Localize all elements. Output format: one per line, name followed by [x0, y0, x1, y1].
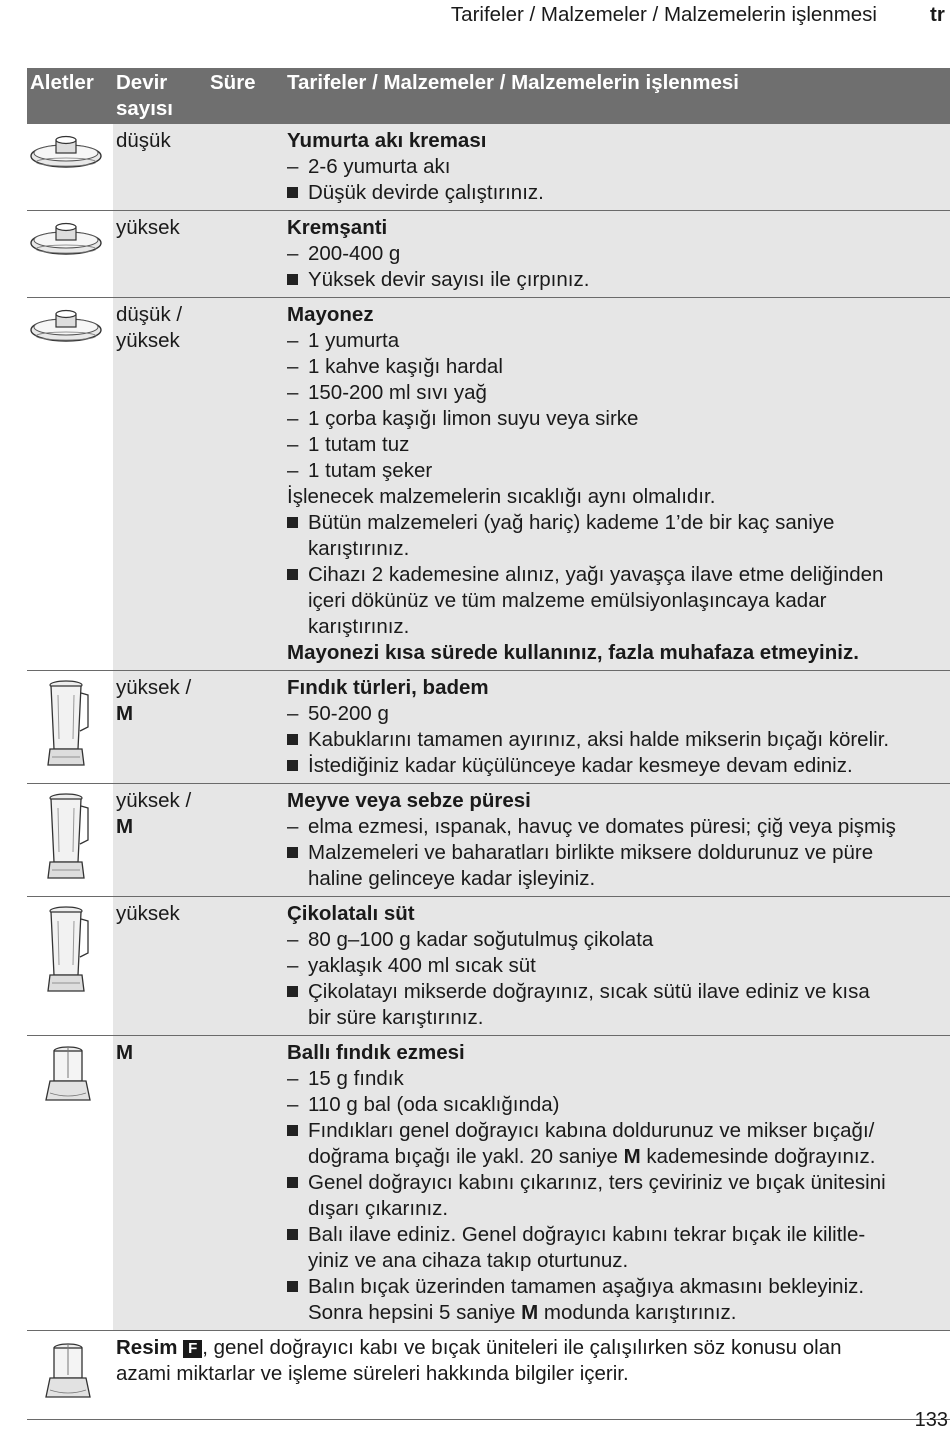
speed-value: düşük: [116, 129, 171, 152]
line-text: 1 yumurta: [308, 329, 400, 352]
continuation-line: [287, 588, 948, 614]
note-text: [113, 1331, 950, 1420]
dash-marker: –: [287, 433, 299, 456]
ingredient-line: [287, 458, 948, 484]
dash-marker: –: [287, 381, 299, 404]
blender-jug-icon: [30, 905, 111, 997]
time-cell: [207, 211, 284, 298]
speed-cell: [113, 124, 207, 211]
line-text: doğrama bıçağı ile yakl. 20 saniye: [308, 1145, 618, 1168]
line-text: yaklaşık 400 ml sıcak süt: [308, 954, 536, 977]
table-row: [27, 1036, 950, 1331]
instruction-line: [287, 510, 948, 536]
ingredient-line: [287, 432, 948, 458]
line-text: Genel doğrayıcı kabını çıkarınız, ters çeviriniz ve bıçak ünitesini: [308, 1171, 886, 1194]
speed-cell: [113, 211, 207, 298]
recipe-title: Fındık türleri, badem: [287, 676, 489, 699]
line-text: 200-400 g: [308, 242, 401, 265]
page-number: 133: [914, 1409, 948, 1431]
square-bullet-icon: [287, 727, 308, 753]
line-text: yiniz ve ana cihaza takıp oturtunuz.: [308, 1249, 629, 1272]
line-text: 15 g fındık: [308, 1067, 404, 1090]
figure-letter-badge: F: [183, 1340, 202, 1358]
line-text: Bütün malzemeleri (yağ hariç) kademe 1’de bir kaç saniye: [308, 511, 835, 534]
ingredient-line: [287, 1066, 948, 1092]
square-bullet-icon: [287, 979, 308, 1005]
line-text: Balı ilave ediniz. Genel doğrayıcı kabını tekrar bıçak ile kilitle-: [308, 1223, 866, 1246]
line-text: 1 tutam tuz: [308, 433, 410, 456]
line-text: Yüksek devir sayısı ile çırpınız.: [308, 268, 590, 291]
dash-marker: –: [287, 1093, 299, 1116]
header-time: Süre: [207, 68, 284, 124]
time-cell: [207, 298, 284, 671]
tool-cell: [27, 1036, 113, 1331]
tool-cell: [27, 784, 113, 897]
mode-label: M: [623, 1145, 641, 1168]
line-text: 1 tutam şeker: [308, 459, 433, 482]
ingredient-line: [287, 328, 948, 354]
square-bullet-icon: [287, 267, 308, 293]
table-row: [27, 298, 950, 671]
ingredient-line: [287, 927, 948, 953]
instruction-line: [287, 267, 948, 293]
continuation-line: [287, 1005, 948, 1031]
running-title: Tarifeler / Malzemeler / Malzemelerin işlenmesi: [450, 3, 877, 26]
recipe-cell: [284, 211, 950, 298]
speed-value: M: [116, 815, 134, 838]
ingredient-line: [287, 241, 948, 267]
ingredient-line: [287, 406, 948, 432]
recipe-cell: [284, 124, 950, 211]
tool-cell: [27, 1331, 113, 1420]
table-row: [27, 124, 950, 211]
line-text: 1 kahve kaşığı hardal: [308, 355, 503, 378]
instruction-line: [287, 1274, 948, 1300]
ingredient-line: [287, 953, 948, 979]
line-text-after: kademesinde doğrayınız.: [640, 1145, 876, 1168]
note-line2: azami miktarlar ve işleme süreleri hakkında bilgiler içerir.: [116, 1362, 629, 1385]
speed-value: yüksek /: [116, 789, 192, 812]
tool-cell: [27, 298, 113, 671]
line-text: 150-200 ml sıvı yağ: [308, 381, 487, 404]
ingredient-line: [287, 380, 948, 406]
speed-value: yüksek: [116, 902, 180, 925]
speed-cell: [113, 897, 207, 1036]
note-line: [287, 484, 948, 510]
header-speed-line1: Devir: [116, 71, 168, 94]
line-text: haline gelinceye kadar işleyiniz.: [308, 867, 596, 890]
line-text: Düşük devirde çalıştırınız.: [308, 181, 544, 204]
continuation-line: [287, 614, 948, 640]
instruction-line: [287, 753, 948, 779]
line-text: 110 g bal (oda sıcaklığında): [308, 1093, 560, 1116]
note-line1: , genel doğrayıcı kabı ve bıçak üniteleri ile çalışılırken söz konusu olan: [202, 1336, 842, 1359]
continuation-line: [287, 1300, 948, 1326]
tool-cell: [27, 124, 113, 211]
time-cell: [207, 897, 284, 1036]
line-text: Sonra hepsini 5 saniye: [308, 1301, 516, 1324]
line-text: karıştırınız.: [308, 615, 410, 638]
tool-cell: [27, 211, 113, 298]
square-bullet-icon: [287, 1118, 308, 1144]
dash-marker: –: [287, 155, 299, 178]
whisk-disc-icon: [30, 132, 111, 172]
dash-marker: –: [287, 954, 299, 977]
ingredient-line: [287, 814, 948, 840]
table-row: [27, 671, 950, 784]
header-tools: Aletler: [27, 68, 113, 124]
ingredient-line: [287, 354, 948, 380]
instruction-line: [287, 1222, 948, 1248]
time-cell: [207, 671, 284, 784]
time-cell: [207, 124, 284, 211]
speed-cell: [113, 298, 207, 671]
whisk-disc-icon: [30, 219, 111, 259]
chopper-bowl-icon: [30, 1341, 111, 1401]
speed-value: M: [116, 702, 134, 725]
table-header-row: [27, 68, 950, 124]
dash-marker: –: [287, 242, 299, 265]
speed-value: yüksek /: [116, 676, 192, 699]
line-text: içeri dökünüz ve tüm malzeme emülsiyonlaşıncaya kadar: [308, 589, 827, 612]
speed-cell: [113, 784, 207, 897]
line-text: 2-6 yumurta akı: [308, 155, 451, 178]
line-text-after: modunda karıştırınız.: [538, 1301, 737, 1324]
recipe-cell: [284, 897, 950, 1036]
ingredient-line: [287, 701, 948, 727]
line-text: Balın bıçak üzerinden tamamen aşağıya akmasını bekleyiniz.: [308, 1275, 865, 1298]
instruction-line: [287, 727, 948, 753]
speed-cell: [113, 671, 207, 784]
blender-jug-icon: [30, 679, 111, 771]
instruction-line: [287, 840, 948, 866]
speed-value: yüksek: [116, 329, 180, 352]
whisk-disc-icon: [30, 306, 111, 346]
recipe-title: Mayonez: [287, 303, 374, 326]
instruction-line: [287, 979, 948, 1005]
line-text: dışarı çıkarınız.: [308, 1197, 449, 1220]
note-row: [27, 1331, 950, 1420]
dash-marker: –: [287, 355, 299, 378]
continuation-line: [287, 1144, 948, 1170]
line-text: bir süre karıştırınız.: [308, 1006, 484, 1029]
dash-marker: –: [287, 815, 299, 838]
running-header: [0, 3, 950, 33]
table-row: [27, 211, 950, 298]
recipe-title: Ballı fındık ezmesi: [287, 1041, 465, 1064]
continuation-line: [287, 1248, 948, 1274]
continuation-line: [287, 866, 948, 892]
mode-label: M: [521, 1301, 539, 1324]
square-bullet-icon: [287, 180, 308, 206]
ingredient-line: [287, 1092, 948, 1118]
line-text: karıştırınız.: [308, 537, 410, 560]
header-recipes: Tarifeler / Malzemeler / Malzemelerin işlenmesi: [284, 68, 950, 124]
square-bullet-icon: [287, 1222, 308, 1248]
line-text: elma ezmesi, ıspanak, havuç ve domates püresi; çiğ veya pişmiş: [308, 815, 896, 838]
recipe-title: Kremşanti: [287, 216, 388, 239]
line-text: Cihazı 2 kademesine alınız, yağı yavaşça ilave etme deliğinden: [308, 563, 884, 586]
line-text: İstediğiniz kadar küçülünceye kadar kesmeye devam ediniz.: [308, 754, 853, 777]
line-text: Mayonezi kısa sürede kullanınız, fazla muhafaza etmeyiniz.: [287, 641, 859, 664]
line-text: Malzemeleri ve baharatları birlikte miksere doldurunuz ve püre: [308, 841, 874, 864]
time-cell: [207, 784, 284, 897]
speed-value: yüksek: [116, 216, 180, 239]
recipe-title: Çikolatalı süt: [287, 902, 415, 925]
blender-jug-icon: [30, 792, 111, 884]
ingredient-line: [287, 154, 948, 180]
dash-marker: –: [287, 329, 299, 352]
continuation-line: [287, 1196, 948, 1222]
continuation-line: [287, 536, 948, 562]
instruction-line: [287, 1170, 948, 1196]
line-text: Fındıkları genel doğrayıcı kabına doldurunuz ve mikser bıçağı/: [308, 1119, 875, 1142]
recipe-title: Yumurta akı kreması: [287, 129, 487, 152]
header-speed: [113, 68, 207, 124]
recipe-cell: [284, 784, 950, 897]
table-row: [27, 784, 950, 897]
tool-cell: [27, 897, 113, 1036]
square-bullet-icon: [287, 510, 308, 536]
speed-cell: [113, 1036, 207, 1331]
table-row: [27, 897, 950, 1036]
language-tag: tr: [930, 3, 945, 26]
line-text: 1 çorba kaşığı limon suyu veya sirke: [308, 407, 639, 430]
line-text: Kabuklarını tamamen ayırınız, aksi halde mikserin bıçağı körelir.: [308, 728, 890, 751]
time-cell: [207, 1036, 284, 1331]
line-text: 80 g–100 g kadar soğutulmuş çikolata: [308, 928, 654, 951]
square-bullet-icon: [287, 1170, 308, 1196]
square-bullet-icon: [287, 753, 308, 779]
dash-marker: –: [287, 407, 299, 430]
dash-marker: –: [287, 459, 299, 482]
square-bullet-icon: [287, 1274, 308, 1300]
warning-line: [287, 640, 948, 666]
recipe-cell: [284, 1036, 950, 1331]
header-speed-line2: sayısı: [116, 97, 173, 120]
dash-marker: –: [287, 928, 299, 951]
instruction-line: [287, 180, 948, 206]
dash-marker: –: [287, 1067, 299, 1090]
square-bullet-icon: [287, 562, 308, 588]
chopper-bowl-icon: [30, 1044, 111, 1104]
instruction-line: [287, 562, 948, 588]
instruction-line: [287, 1118, 948, 1144]
figure-label: Resim: [116, 1336, 178, 1359]
square-bullet-icon: [287, 840, 308, 866]
dash-marker: –: [287, 702, 299, 725]
recipe-cell: [284, 671, 950, 784]
line-text: Çikolatayı mikserde doğrayınız, sıcak sütü ilave ediniz ve kısa: [308, 980, 870, 1003]
speed-value: M: [116, 1041, 134, 1064]
recipe-cell: [284, 298, 950, 671]
recipe-title: Meyve veya sebze püresi: [287, 789, 531, 812]
recipe-table: [27, 68, 950, 1420]
tool-cell: [27, 671, 113, 784]
line-text: İşlenecek malzemelerin sıcaklığı aynı olmalıdır.: [287, 485, 716, 508]
speed-value: düşük /: [116, 303, 183, 326]
line-text: 50-200 g: [308, 702, 389, 725]
